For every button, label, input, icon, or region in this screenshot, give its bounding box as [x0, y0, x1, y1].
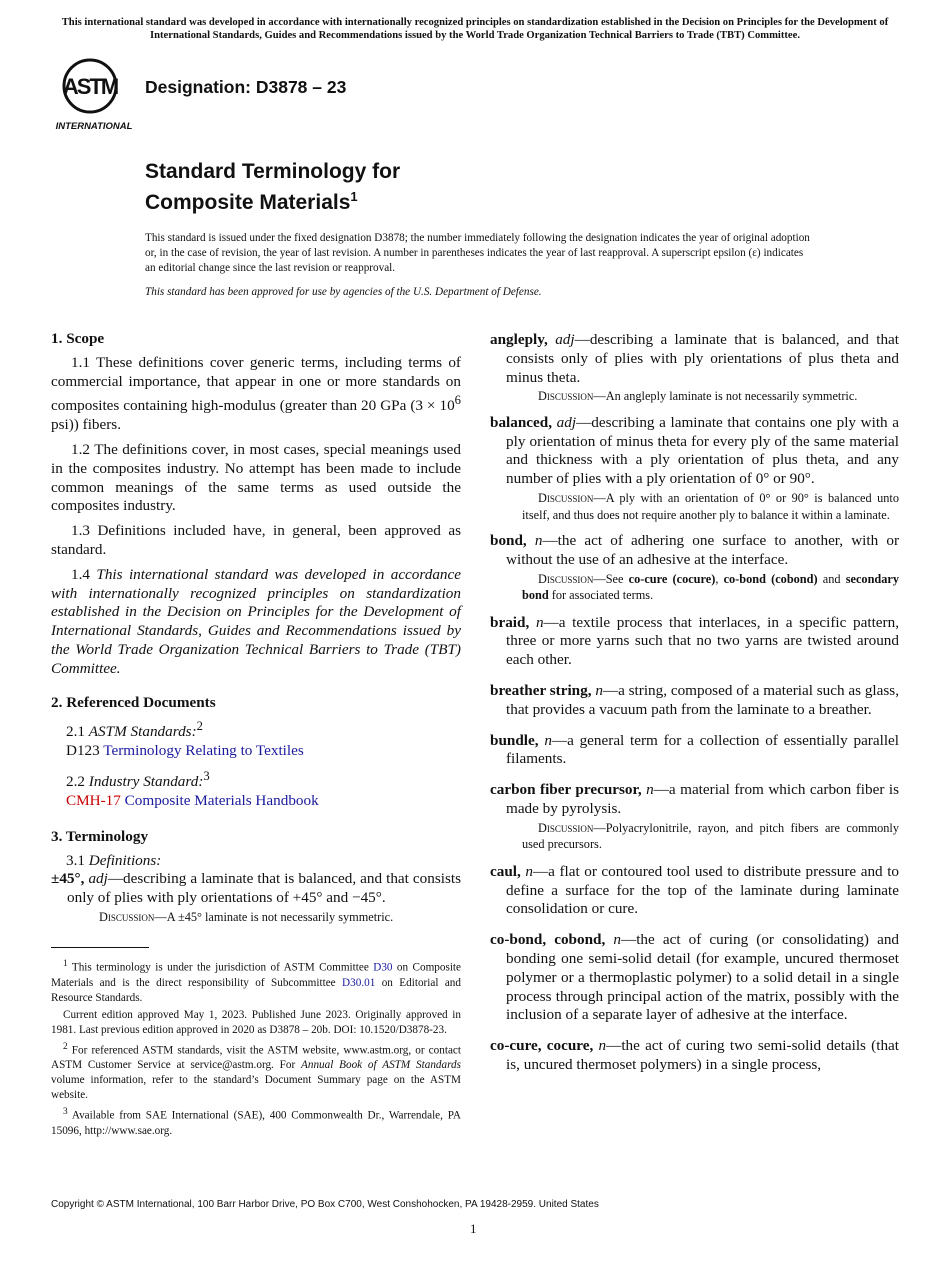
- scope-1-1-sup: 6: [454, 393, 461, 408]
- term-cobond: [490, 931, 899, 1025]
- discussion-label: Discussion: [99, 909, 155, 924]
- disc-sep: and: [817, 571, 846, 586]
- disc-text-tail: for associated terms.: [548, 588, 654, 603]
- term-def: —a material from which carbon fiber is made by pyrolysis.: [506, 781, 899, 818]
- term-pm45-disc-text: —A ±45° laminate is not necessarily symmetric.: [154, 909, 394, 924]
- logo-letters: ASTM: [62, 74, 118, 99]
- ref-cmh17: [51, 792, 461, 811]
- term-def: —the act of curing (or consolidating) and bonding one semi-solid detail (for example, uncured thermoset polymer or a thermoplastic polymer) to a solid detail in a single process through principal action of the matrix, possibly with the inclusion of a separate layer of adhesive at the interface.: [506, 931, 900, 1024]
- footnote-1-a: This terminology is under the jurisdiction of ASTM Committee: [67, 961, 374, 974]
- term-cocure: [490, 1037, 899, 1075]
- designation: Designation: D3878 – 23: [145, 77, 347, 97]
- refdocs-heading: 2. Referenced Documents: [51, 693, 216, 711]
- term-pos: adj: [556, 413, 577, 431]
- discussion-label: Discussion: [538, 389, 594, 404]
- copyright: Copyright © ASTM International, 100 Barr Harbor Drive, PO Box C700, West Conshohocken, PA 19428-2959. United States: [51, 1199, 599, 1210]
- scope-1-4: [51, 566, 461, 679]
- term-bundle: [490, 732, 899, 770]
- term-word: balanced,: [490, 413, 553, 431]
- right-column: [490, 331, 899, 1087]
- term-word: bond,: [490, 532, 527, 550]
- disc-ref-cocure: co-cure (cocure): [628, 571, 716, 586]
- terminology-3-1-num: 3.1: [66, 851, 85, 869]
- tbt-banner: This international standard was developed in accordance with internationally recognized principles on standardization established in the Decision on Principles for the Development of International Standards, Guides and Recommendations issued by the World Trade Organization Technical Barriers to Trade (TBT) Committee.: [61, 17, 889, 41]
- footnote-d30-link[interactable]: D30: [373, 961, 393, 974]
- title-line-1: Standard Terminology for: [145, 160, 401, 183]
- term-pos: n: [595, 682, 603, 700]
- scope-1-1-tail: psi)) fibers.: [51, 416, 122, 434]
- footnote-2: [51, 1040, 461, 1104]
- title-line-2: Composite Materials: [145, 191, 351, 214]
- disc-ref-cobond: co-bond (cobond): [723, 571, 818, 586]
- ref-cmh17-code[interactable]: CMH-17: [66, 791, 121, 809]
- refdocs-2-1-num: 2.1: [66, 723, 85, 741]
- term-pm45-word: ±45°,: [51, 870, 85, 888]
- scope-1-2: 1.2 The definitions cover, in most cases, special meanings used in the composites industry. No attempt has been made to include common meanings of the same terms as used outside the composites industry.: [51, 441, 461, 515]
- term-word: caul,: [490, 862, 521, 880]
- scope-1-3: 1.3 Definitions included have, in general, been approved as standard.: [51, 522, 461, 559]
- defense-note: This standard has been approved for use by agencies of the U.S. Department of Defense.: [145, 286, 542, 298]
- term-carbon-fiber-precursor: [490, 781, 899, 853]
- logo-text: INTERNATIONAL: [55, 121, 133, 132]
- issued-note: This standard is issued under the fixed designation D3878; the number immediately following the designation indicates the year of original adoption or, in the case of revision, the year of last revision. A number in parentheses indicates the year of last reapproval. A superscript epsilon (ε) indicates an editorial change since the last revision or reapproval.: [145, 232, 810, 274]
- footnote-1-edition: Current edition approved May 1, 2023. Published June 2023. Originally approved in 1981. Last previous edition approved in 2020 as D3878 – 20b. DOI: 10.1520/D3878-23.: [51, 1008, 461, 1036]
- disc-text: —Polyacrylonitrile, rayon, and pitch fibers are commonly used precursors.: [522, 820, 899, 852]
- term-balanced: [490, 414, 899, 523]
- ref-d123-code: D123: [66, 742, 100, 760]
- disc-ref-secondary-bond: secondary bond: [522, 571, 900, 603]
- term-def: —a textile process that interlaces, in a specific pattern, three or more yarns such that no two yarns are twisted around each other.: [506, 613, 900, 669]
- term-word: angleply,: [490, 331, 548, 348]
- footnote-1: [51, 957, 461, 1006]
- ref-cmh17-link[interactable]: Composite Materials Handbook: [124, 791, 319, 809]
- term-discussion: [522, 490, 899, 523]
- term-word: breather string,: [490, 682, 592, 700]
- refdocs-2-1-label: ASTM Standards:: [88, 723, 197, 741]
- term-pos: n: [544, 731, 552, 749]
- scope-1-4-text: This international standard was developed in accordance with internationally recognized principles on standardization established in the Decision on Principles for the Development of International Standards, Guides and Recommendations issued by the World Trade Organization Technical Barriers to Trade (TBT) Committee.: [51, 565, 461, 677]
- left-column: [51, 330, 461, 925]
- disc-sep: ,: [715, 571, 724, 586]
- refdocs-2-1-sup: 2: [196, 719, 203, 734]
- term-def: —the act of curing two semi-solid details (that is, uncured thermoset polymers) in a single process,: [506, 1037, 900, 1074]
- footnote-d3001-link[interactable]: D30.01: [342, 976, 376, 989]
- refdocs-2-2-num: 2.2: [66, 773, 85, 791]
- footnote-3: [51, 1105, 461, 1139]
- term-angleply: [490, 331, 899, 405]
- footnote-3-text: Available from SAE International (SAE), 400 Commonwealth Dr., Warrendale, PA 15096, http://www.sae.org.: [51, 1110, 461, 1138]
- scope-1-1-text: 1.1 These definitions cover generic terms, including terms of commercial importance, that appear in one or more standards on composites containing high-modulus (greater than 20 GPa (3 × 10: [51, 353, 461, 415]
- term-word: bundle,: [490, 731, 539, 749]
- term-pos: n: [646, 781, 654, 799]
- footnote-2-mark: 2: [63, 1041, 68, 1052]
- footnote-1-mark: 1: [63, 959, 68, 969]
- term-pm45-discussion: [83, 909, 461, 926]
- disc-text: —See: [593, 571, 629, 586]
- footnote-2-b: volume information, refer to the standard’s Document Summary page on the ASTM website.: [51, 1074, 461, 1102]
- discussion-label: Discussion: [538, 571, 594, 586]
- discussion-label: Discussion: [538, 820, 594, 835]
- term-pm45-pos: adj: [88, 870, 108, 888]
- term-def: —describing a laminate that is balanced, and that consists only of plies with ply orientations of plus theta and minus theta.: [506, 331, 900, 386]
- footnote-2-a: For referenced ASTM standards, visit the ASTM website, www.astm.org, or contact ASTM Customer Service at service@astm.org. For: [51, 1044, 461, 1072]
- term-word: co-bond, cobond,: [490, 931, 606, 949]
- scope-1-4-num: 1.4: [71, 565, 90, 583]
- term-pos: n: [525, 862, 533, 880]
- terminology-heading: 3. Terminology: [51, 827, 149, 845]
- term-discussion: [522, 820, 899, 853]
- disc-text: —A ply with an orientation of 0° or 90° is balanced unto itself, and thus does not require another ply to balance it within a laminate.: [522, 491, 899, 522]
- footnote-1-b: on Composite Materials and is the direct responsibility of Subcommittee: [51, 961, 462, 989]
- term-discussion: [522, 388, 899, 405]
- refdocs-2-2-sup: 3: [203, 769, 210, 784]
- refdocs-2-1: [51, 717, 461, 742]
- ref-d123-link[interactable]: Terminology Relating to Textiles: [103, 742, 304, 760]
- term-pm45: [51, 870, 461, 925]
- term-word: co-cure, cocure,: [490, 1037, 594, 1055]
- term-discussion: [522, 571, 899, 604]
- disc-text: —An angleply laminate is not necessarily symmetric.: [593, 389, 858, 404]
- document-title: [145, 159, 400, 215]
- term-word: braid,: [490, 613, 530, 631]
- discussion-label: Discussion: [538, 491, 594, 506]
- footnote-3-mark: 3: [63, 1107, 68, 1118]
- term-pos: adj: [555, 331, 575, 348]
- refdocs-2-2: [51, 767, 461, 792]
- term-def: —a string, composed of a material such as glass, that provides a vacuum path from the laminate to a breather.: [506, 682, 900, 718]
- page-number: 1: [470, 1221, 477, 1236]
- term-def: —describing a laminate that contains one ply with a ply orientation of minus theta for every ply of the same material and thickness with a ply orientation of plus theta, and any number of plies with a ply orientation of 0° or 90°.: [506, 413, 899, 488]
- terminology-3-1-label: Definitions:: [88, 851, 162, 869]
- term-def: —a general term for a collection of essentially parallel filaments.: [506, 731, 900, 768]
- term-braid: [490, 614, 899, 670]
- astm-logo: [52, 56, 136, 132]
- term-pm45-def: —describing a laminate that is balanced, and that consists only of plies with ply orientations of +45° and −45°.: [67, 870, 462, 907]
- terminology-3-1: [51, 852, 461, 871]
- term-word: carbon fiber precursor,: [490, 781, 642, 799]
- footnote-rule: [51, 947, 149, 948]
- refdocs-2-2-label: Industry Standard:: [88, 773, 204, 791]
- term-def: —the act of adhering one surface to another, with or without the use of an adhesive at the interface.: [506, 532, 899, 568]
- term-def: —a flat or contoured tool used to distribute pressure and to define a surface for the top of the laminate during laminate consolidation or cure.: [506, 862, 900, 918]
- scope-1-1: [51, 354, 461, 435]
- title-footnote-mark: 1: [350, 189, 358, 204]
- term-breather-string: [490, 682, 899, 720]
- footnote-1-c: on Editorial and Resource Standards.: [51, 976, 461, 1004]
- term-pos: n: [613, 931, 621, 949]
- ref-d123: [51, 742, 461, 761]
- term-pos: n: [598, 1037, 607, 1055]
- term-pos: n: [534, 532, 543, 550]
- footnotes: [51, 957, 461, 1141]
- scope-heading: 1. Scope: [51, 330, 105, 347]
- term-bond: [490, 532, 899, 604]
- footnote-2-italic: Annual Book of ASTM Standards: [301, 1059, 461, 1072]
- term-pos: n: [535, 613, 544, 631]
- term-caul: [490, 863, 899, 919]
